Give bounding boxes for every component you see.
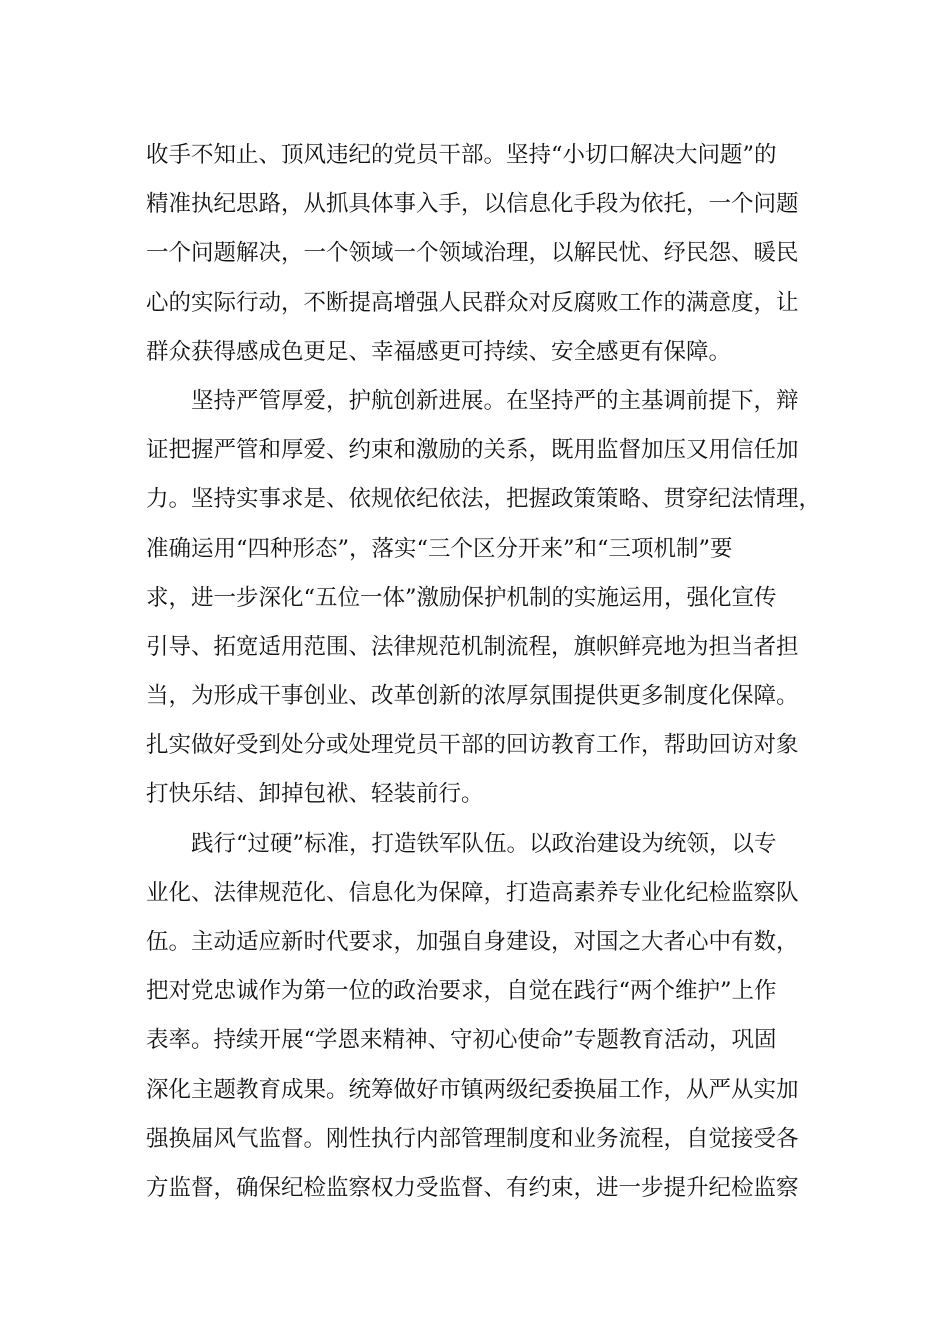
text-line: 引导、拓宽适用范围、法律规范机制流程，旗帜鲜亮地为担当者担 [146,633,799,660]
text-line: 业化、法律规范化、信息化为保障，打造高素养专业化纪检监察队 [146,879,799,906]
text-line: 力。坚持实事求是、依规依纪依法，把握政策策略、贯穿纪法情理， [146,486,822,513]
text-line: 求，进一步深化“五位一体”激励保护机制的实施运用，强化宣传 [146,584,777,611]
document-body [146,131,826,1213]
text-line: 一个问题解决，一个领域一个领域治理，以解民忧、纾民怨、暖民 [146,240,799,267]
text-line: 打快乐结、卸掉包袱、轻装前行。 [146,781,484,808]
text-line: 收手不知止、顶风违纪的党员干部。坚持“小切口解决大问题”的 [146,142,777,168]
paragraph-first-line: 践行“过硬”标准，打造铁军队伍。以政治建设为统领，以专 [191,830,777,857]
text-line: 精准执纪思路，从抓具体事入手，以信息化手段为依托，一个问题 [146,191,799,218]
text-line: 群众获得感成色更足、幸福感更可持续、安全感更有保障。 [146,338,732,365]
text-line: 证把握严管和厚爱、约束和激励的关系，既用监督加压又用信任加 [146,437,799,464]
text-line: 伍。主动适应新时代要求，加强自身建设，对国之大者心中有数， [146,929,799,955]
text-line: 深化主题教育成果。统筹做好市镇两级纪委换届工作，从严从实加 [146,1076,799,1103]
text-line: 方监督，确保纪检监察权力受监督、有约束，进一步提升纪检监察 [146,1174,799,1201]
text-line: 准确运用“四种形态”，落实“三个区分开来”和“三项机制”要 [146,535,733,562]
text-line: 当，为形成干事创业、改革创新的浓厚氛围提供更多制度化保障。 [146,683,799,710]
text-line: 心的实际行动，不断提高增强人民群众对反腐败工作的满意度，让 [146,289,799,316]
paragraph-first-line: 坚持严管厚爱，护航创新进展。在坚持严的主基调前提下，辩 [191,387,799,414]
text-line: 把对党忠诚作为第一位的政治要求，自觉在践行“两个维护”上作 [146,978,777,1005]
text-line: 强换届风气监督。刚性执行内部管理制度和业务流程，自觉接受各 [146,1125,799,1152]
text-line: 扎实做好受到处分或处理党员干部的回访教育工作，帮助回访对象 [146,732,799,759]
text-line: 表率。持续开展“学恩来精神、守初心使命”专题教育活动，巩固 [146,1027,777,1054]
